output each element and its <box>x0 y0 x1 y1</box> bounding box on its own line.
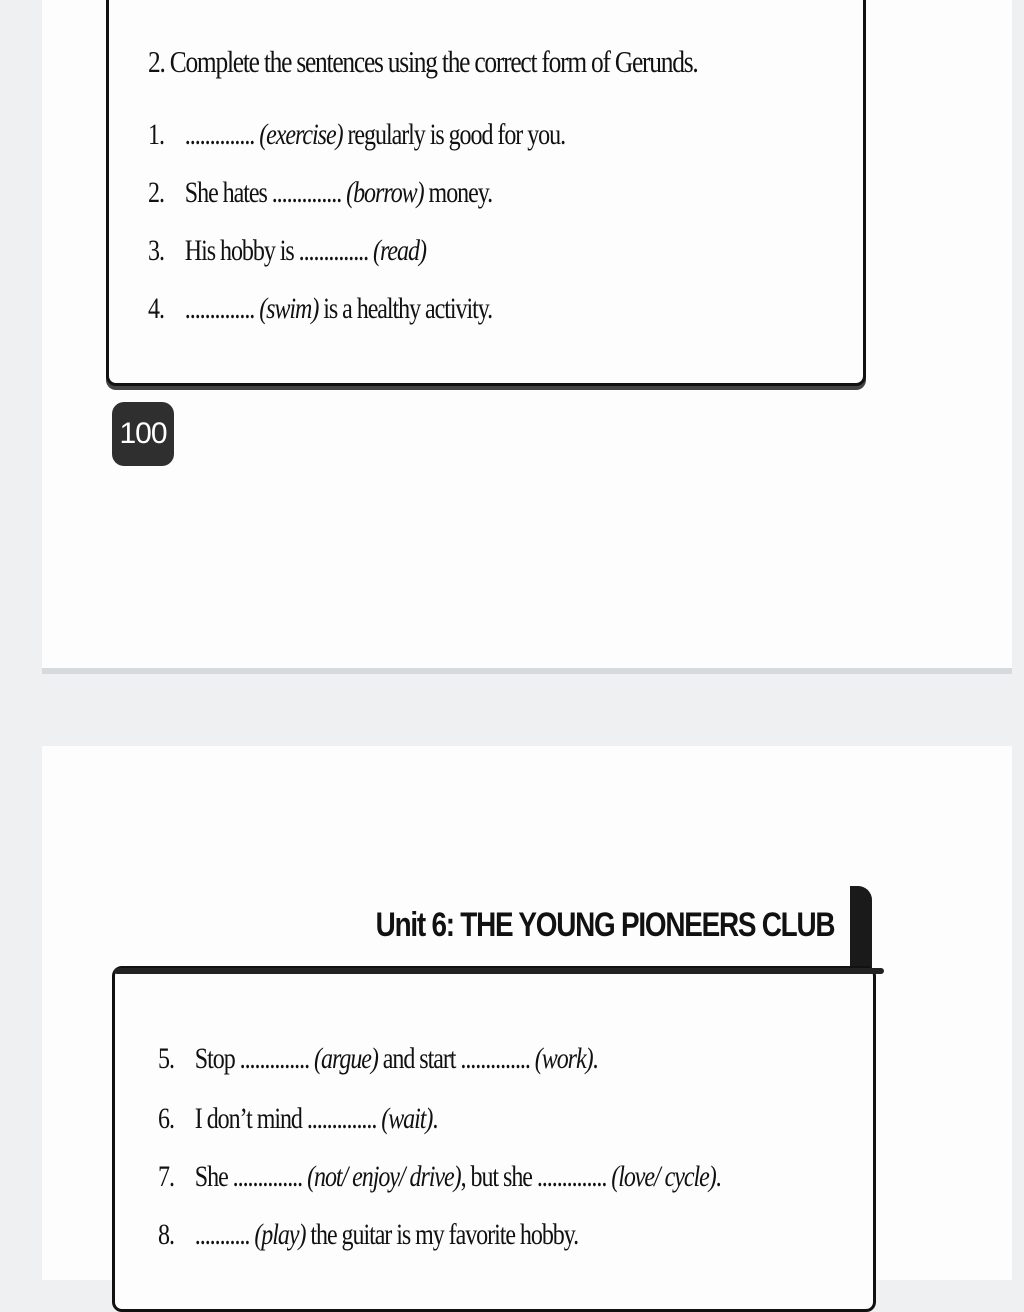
blank: .............. <box>298 234 369 267</box>
item-text: is a healthy activity. <box>318 292 493 325</box>
blank: .............. <box>536 1160 607 1193</box>
exercise-item <box>148 234 426 268</box>
verb-hint: (wait) <box>381 1102 433 1135</box>
item-number: 4. <box>148 292 164 325</box>
box-top-rule <box>114 968 884 974</box>
item-number: 1. <box>148 118 164 151</box>
verb-hint: (love/ cycle) <box>611 1160 716 1193</box>
item-text: . <box>592 1042 598 1075</box>
blank: .............. <box>184 292 255 325</box>
item-text: regularly is good for you. <box>342 118 566 151</box>
item-text: Stop <box>194 1042 240 1075</box>
item-text: I don’t mind <box>194 1102 307 1135</box>
document-page-2 <box>42 746 1012 1280</box>
unit-heading: Unit 6: THE YOUNG PIONEERS CLUB <box>375 906 834 944</box>
page-number-badge: 100 <box>112 402 174 466</box>
blank: .............. <box>232 1160 303 1193</box>
item-number: 8. <box>158 1218 174 1251</box>
blank: .............. <box>271 176 342 209</box>
exercise-item <box>158 1102 437 1136</box>
verb-hint: (work) <box>534 1042 593 1075</box>
item-number: 7. <box>158 1160 174 1193</box>
item-text: and start <box>377 1042 461 1075</box>
item-text: the guitar is my favorite hobby. <box>305 1218 579 1251</box>
item-number: 5. <box>158 1042 174 1075</box>
exercise-item <box>158 1218 578 1252</box>
blank: .............. <box>239 1042 310 1075</box>
verb-hint: (play) <box>254 1218 306 1251</box>
item-text: , but she <box>460 1160 537 1193</box>
exercise-box <box>112 966 876 1312</box>
exercise-item <box>148 176 492 210</box>
exercise-item <box>158 1042 598 1076</box>
exercise-item <box>158 1160 721 1194</box>
verb-hint: (argue) <box>314 1042 378 1075</box>
exercise-item <box>148 118 565 152</box>
item-text: His hobby is <box>184 234 299 267</box>
item-number: 3. <box>148 234 164 267</box>
verb-hint: (read) <box>373 234 426 267</box>
item-text: money. <box>423 176 493 209</box>
page-separator <box>42 668 1012 674</box>
verb-hint: (not/ enjoy/ drive) <box>307 1160 461 1193</box>
item-text: She <box>194 1160 233 1193</box>
item-number: 2. <box>148 176 164 209</box>
verb-hint: (borrow) <box>346 176 424 209</box>
exercise-item <box>148 292 492 326</box>
blank: .............. <box>306 1102 377 1135</box>
document-page-1 <box>42 0 1012 668</box>
verb-hint: (exercise) <box>259 118 343 151</box>
blank: ........... <box>194 1218 250 1251</box>
item-text: . <box>432 1102 438 1135</box>
exercise-title: 2. Complete the sentences using the correct form of Gerunds. <box>148 44 698 79</box>
item-text: She hates <box>184 176 272 209</box>
blank: .............. <box>184 118 255 151</box>
blank: .............. <box>460 1042 530 1075</box>
item-text: . <box>715 1160 721 1193</box>
verb-hint: (swim) <box>259 292 319 325</box>
item-number: 6. <box>158 1102 174 1135</box>
